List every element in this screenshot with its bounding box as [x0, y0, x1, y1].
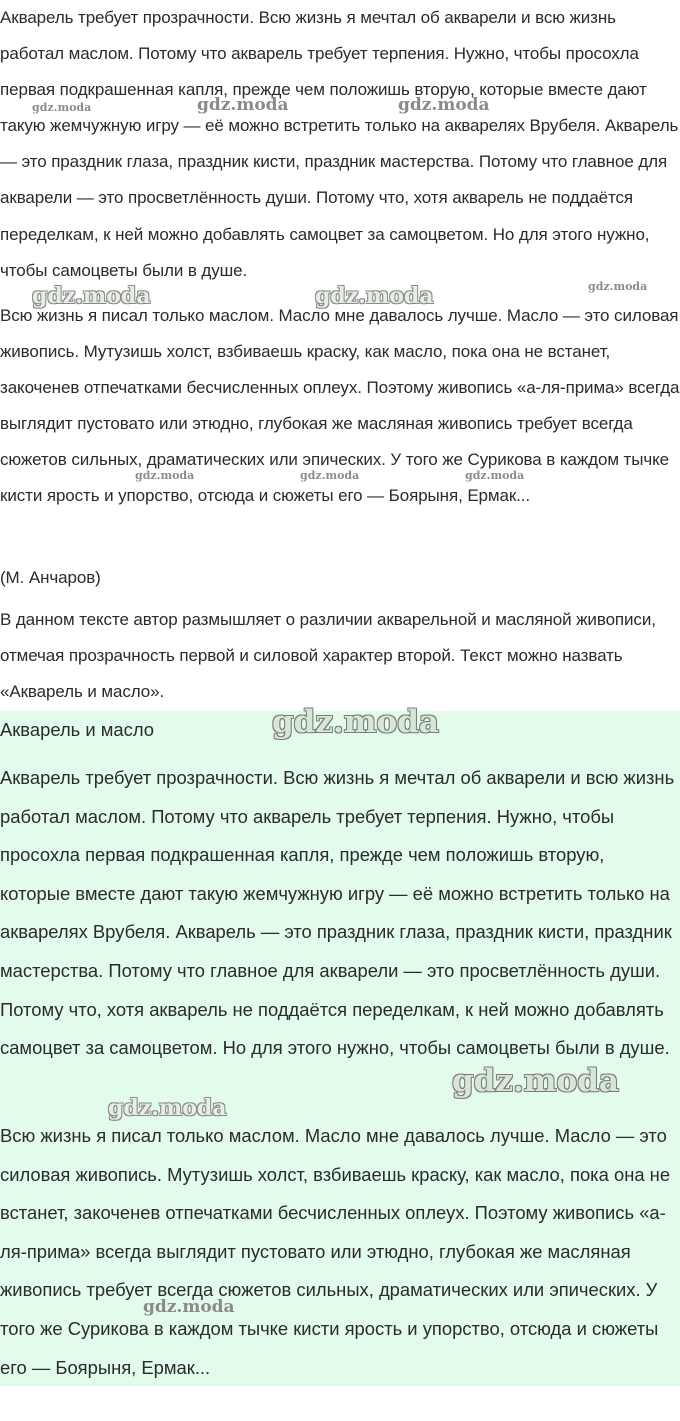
source-author: (М. Анчаров) — [0, 568, 101, 587]
watermark-logo: gdz.moda — [398, 95, 490, 115]
watermark-logo: gdz.moda — [143, 1297, 235, 1317]
answer-paragraph-2: Всю жизнь я писал только маслом. Масло мне давалось лучше. Масло — это силовая живопись. Мутузишь холст, взбиваешь краску, как масло, пока она не встанет, закоченев отпечатками бесчисленных оплеух. Поэтому живопись «а-ля-прима» всегда выглядит пустовато или этюдно, глубокая же масляная живопись требует всегда сюжетов сильных, драматических или эпических. У того же Сурикова в каждом тычке кисти ярость и упорство, отсюда и сюжеты его — Боярыня, Ермак... — [0, 1125, 671, 1378]
watermark-logo: gdz.moda — [32, 283, 151, 309]
watermark-logo: gdz.moda — [135, 469, 195, 482]
watermark-logo: gdz.moda — [32, 101, 92, 114]
watermark-logo: gdz.moda — [452, 1063, 619, 1099]
watermark-logo: gdz.moda — [315, 283, 434, 309]
answer-block — [0, 711, 680, 1386]
answer-paragraph-1: Акварель требует прозрачности. Всю жизнь я мечтал об акварели и всю жизнь работал маслом. Потому что акварель требует терпения. Нужно, чтобы просохла первая подкрашенная капля, прежде чем положишь вторую, которые вместе дают такую жемчужную игру — её можно встретить только на акварелях Врубеля. Акварель — это праздник глаза, праздник кисти, праздник мастерства. Потому что главное для акварели — это просветлённость души. Потому что, хотя акварель не поддаётся переделкам, к ней можно добавлять самоцвет за самоцветом. Но для этого нужно, чтобы самоцветы были в душе. — [0, 767, 675, 1059]
watermark-logo: gdz.moda — [108, 1095, 227, 1121]
watermark-logo: gdz.moda — [588, 280, 648, 293]
watermark-logo: gdz.moda — [300, 469, 360, 482]
analysis-text: В данном тексте автор размышляет о различии акварельной и масляной живописи, отмечая прозрачность первой и силовой характер второй. Текст можно назвать «Акварель и масло». — [0, 610, 656, 702]
source-paragraph-2: Всю жизнь я писал только маслом. Масло мне давалось лучше. Масло — это силовая живопись. Мутузишь холст, взбиваешь краску, как масло, пока она не встанет, закоченев отпечатками бесчисленных оплеух. Поэтому живопись «а-ля-прима» всегда выглядит пустовато или этюдно, глубокая же масляная живопись требует всегда сюжетов сильных, драматических или эпических. У того же Сурикова в каждом тычке кисти ярость и упорство, отсюда и сюжеты его — Боярыня, Ермак... — [0, 306, 680, 506]
watermark-logo: gdz.moda — [197, 95, 289, 115]
answer-title: Акварель и масло — [0, 719, 154, 740]
watermark-logo: gdz.moda — [272, 704, 439, 740]
source-paragraph-1: Акварель требует прозрачности. Всю жизнь я мечтал об акварели и всю жизнь работал маслом. Потому что акварель требует терпения. Нужно, чтобы просохла первая подкрашенная капля, прежде чем положишь вторую, которые вместе дают такую жемчужную игру — её можно встретить только на акварелях Врубеля. Акварель — это праздник глаза, праздник кисти, праздник мастерства. Потому что главное для акварели — это просветлённость души. Потому что, хотя акварель не поддаётся переделкам, к ней можно добавлять самоцвет за самоцветом. Но для этого нужно, чтобы самоцветы были в душе. — [0, 8, 679, 280]
watermark-logo: gdz.moda — [465, 469, 525, 482]
